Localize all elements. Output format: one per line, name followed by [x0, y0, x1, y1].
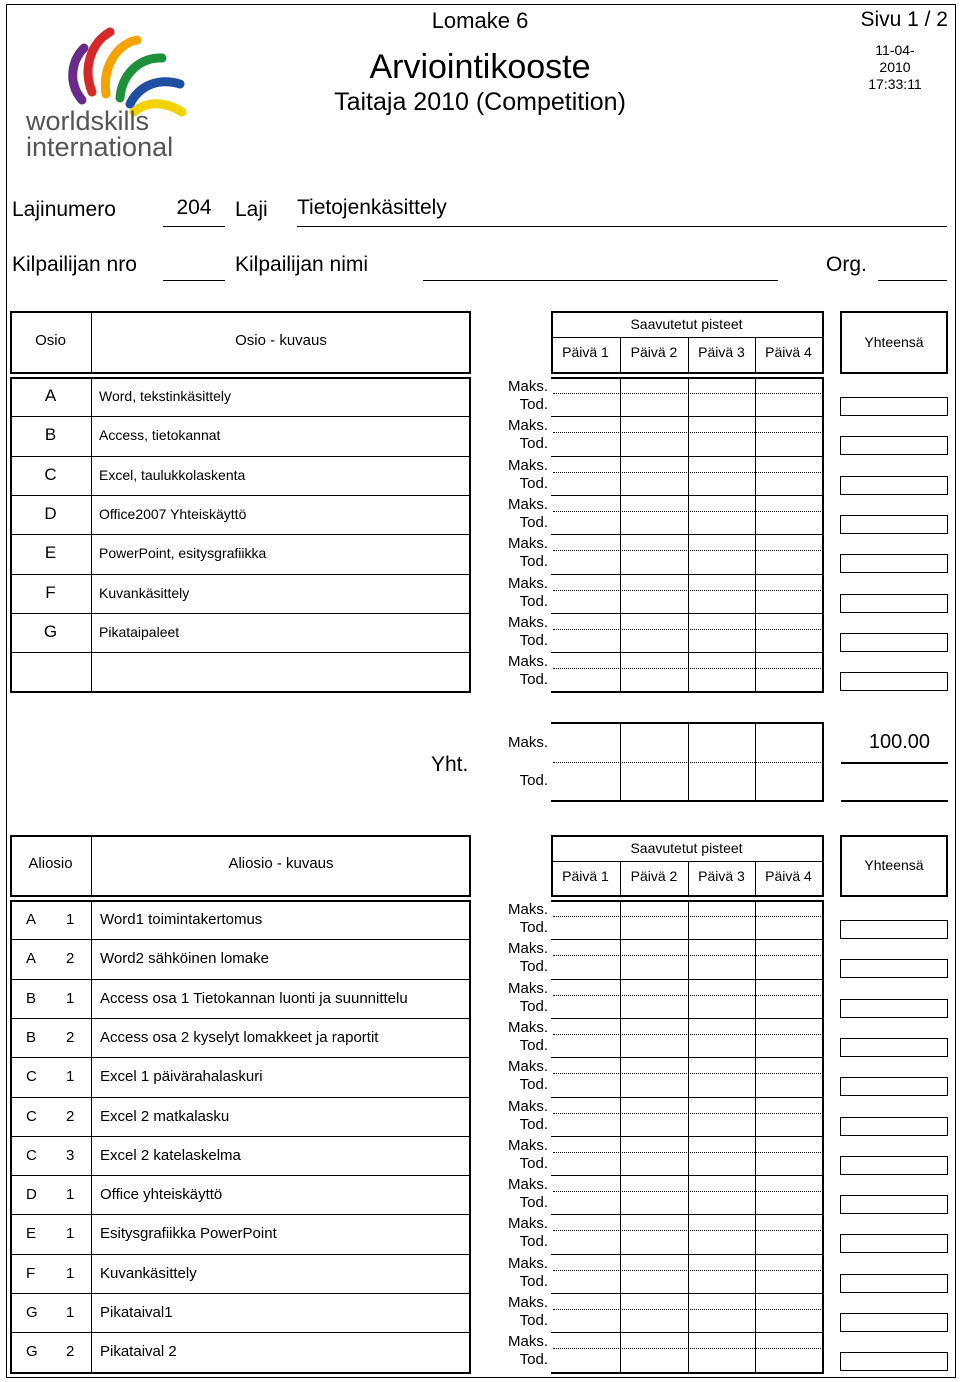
- maks-label: Maks.: [507, 378, 548, 395]
- kilpailija-nimi-label: Kilpailijan nimi: [235, 253, 369, 276]
- total-input[interactable]: [840, 1077, 948, 1096]
- maks-dotline: [553, 916, 821, 917]
- maks-label: Maks.: [507, 1294, 548, 1311]
- row-num: 2: [66, 1107, 75, 1125]
- maks-label: Maks.: [507, 1097, 548, 1115]
- laji-field[interactable]: Tietojenkäsittely: [297, 196, 947, 227]
- logo-text-2: international: [26, 132, 174, 162]
- total-input[interactable]: [840, 1156, 948, 1175]
- total-input[interactable]: [840, 1274, 948, 1293]
- row-desc: Pikataival1: [100, 1304, 173, 1321]
- maks-label: Maks.: [507, 1176, 548, 1194]
- section2-points-title: Saavutetut pisteet: [630, 840, 743, 856]
- row-code: D: [26, 1186, 37, 1204]
- divider: [551, 1214, 822, 1215]
- tod-label: Tod.: [519, 1036, 548, 1054]
- row-num: 1: [66, 1186, 75, 1204]
- row-num: 1: [66, 1304, 75, 1321]
- date: 11-04-2010: [875, 42, 915, 75]
- maks-dotline: [553, 590, 821, 591]
- maks-label: Maks.: [507, 495, 548, 513]
- row-code: A: [26, 911, 37, 928]
- tod-label: Tod.: [519, 671, 548, 689]
- tod-label: Tod.: [519, 1194, 548, 1212]
- row-desc: Pikataipaleet: [99, 623, 180, 640]
- tod-label: Tod.: [519, 1233, 548, 1251]
- divider: [551, 1332, 822, 1333]
- divider: [10, 1175, 471, 1176]
- divider: [551, 1018, 822, 1019]
- maks-dotline: [553, 472, 821, 473]
- maks-dotline: [553, 1270, 821, 1271]
- tod-label: Tod.: [519, 1115, 548, 1133]
- page-subtitle: Taitaja 2010 (Competition): [334, 88, 626, 116]
- divider: [10, 1214, 471, 1215]
- maks-dotline: [553, 1152, 821, 1153]
- maks-label: Maks.: [507, 574, 548, 592]
- divider: [10, 939, 471, 940]
- maks-label: Maks.: [507, 940, 548, 958]
- divider: [551, 456, 822, 457]
- total-input[interactable]: [840, 554, 948, 573]
- maks-dotline: [553, 1230, 821, 1231]
- divider: [551, 979, 822, 980]
- section1-col-kuvaus: Osio - kuvaus: [235, 331, 327, 349]
- tod-label: Tod.: [519, 553, 548, 571]
- row-desc: Excel 1 päivärahalaskuri: [100, 1068, 263, 1086]
- maks-label: Maks.: [507, 535, 548, 553]
- maks-label: Maks.: [507, 1058, 548, 1076]
- row-code: F: [45, 582, 56, 602]
- divider: [551, 1097, 822, 1098]
- section2-col-kuvaus: Aliosio - kuvaus: [228, 855, 334, 872]
- row-desc: Word, tekstinkäsittely: [99, 388, 232, 404]
- divider: [10, 456, 471, 457]
- row-desc: Excel, taulukkolaskenta: [99, 466, 246, 483]
- tod-label: Tod.: [519, 1312, 548, 1329]
- divider: [10, 1018, 471, 1019]
- row-desc: Pikataival 2: [100, 1343, 177, 1361]
- maks-dotline: [553, 1113, 821, 1114]
- maks-dotline: [553, 511, 821, 512]
- maks-dotline: [553, 955, 821, 956]
- row-code: B: [26, 1028, 37, 1046]
- row-num: 2: [66, 950, 75, 968]
- divider: [10, 416, 471, 417]
- row-desc: Access osa 2 kyselyt lomakkeet ja raportit: [100, 1028, 379, 1046]
- maks-label: Maks.: [507, 653, 548, 671]
- row-desc: Access, tietokannat: [99, 427, 221, 444]
- totals-dotline: [553, 762, 821, 763]
- totals-maks-label: Maks.: [507, 734, 548, 751]
- divider: [10, 613, 471, 614]
- row-desc: Office yhteiskäyttö: [100, 1186, 223, 1204]
- total-title: Yhteensä: [864, 333, 924, 350]
- total-input[interactable]: [840, 1234, 948, 1253]
- row-desc: Esitysgrafiikka PowerPoint: [100, 1225, 277, 1243]
- divider: [10, 534, 471, 535]
- divider: [551, 613, 822, 614]
- row-num: 1: [66, 911, 75, 928]
- divider: [10, 1254, 471, 1255]
- maks-label: Maks.: [507, 1254, 548, 1272]
- total-input[interactable]: [840, 1352, 948, 1371]
- total-input[interactable]: [840, 633, 948, 652]
- row-code: C: [26, 1107, 37, 1125]
- section1-points-title: Saavutetut pisteet: [630, 316, 743, 332]
- maks-dotline: [553, 393, 821, 394]
- tod-label: Tod.: [519, 1272, 548, 1290]
- maks-label: Maks.: [507, 1018, 548, 1036]
- maks-dotline: [553, 550, 821, 551]
- maks-label: Maks.: [507, 456, 548, 474]
- row-num: 2: [66, 1343, 75, 1361]
- day-header: Päivä 4: [765, 344, 812, 360]
- totals-tod-label: Tod.: [519, 772, 548, 789]
- tod-total-underline[interactable]: [841, 800, 948, 802]
- divider: [551, 534, 822, 535]
- row-code: A: [26, 950, 37, 968]
- divider: [10, 1136, 471, 1137]
- row-code: B: [26, 989, 37, 1007]
- divider: [551, 1254, 822, 1255]
- kilpailija-nro-field[interactable]: [163, 250, 225, 281]
- row-code: C: [26, 1146, 37, 1164]
- maks-label: Maks.: [507, 1333, 548, 1351]
- row-desc: Excel 2 matkalasku: [100, 1107, 230, 1125]
- day-header: Päivä 2: [630, 868, 678, 884]
- row-desc: Excel 2 katelaskelma: [100, 1146, 241, 1164]
- divider: [551, 337, 822, 338]
- page-title: Arviointikooste: [369, 48, 591, 86]
- total-input[interactable]: [840, 1313, 948, 1332]
- row-num: 1: [66, 1068, 75, 1086]
- org-field[interactable]: [878, 250, 947, 281]
- total-input[interactable]: [840, 999, 948, 1018]
- divider: [551, 495, 822, 496]
- total-input[interactable]: [840, 959, 948, 978]
- total-input[interactable]: [840, 1195, 948, 1214]
- max-total-value: 100.00: [868, 731, 930, 753]
- divider: [10, 1293, 471, 1294]
- yht-label: Yht.: [431, 753, 469, 776]
- row-code: C: [44, 464, 57, 484]
- row-num: 1: [66, 1225, 75, 1243]
- org-label: Org.: [826, 253, 867, 276]
- tod-label: Tod.: [519, 435, 548, 453]
- divider: [551, 1136, 822, 1137]
- row-num: 3: [66, 1146, 75, 1164]
- total-input[interactable]: [840, 515, 948, 534]
- max-total-underline: [841, 762, 948, 764]
- maks-dotline: [553, 1191, 821, 1192]
- form-number: Lomake 6: [431, 8, 529, 33]
- row-code: A: [44, 386, 57, 405]
- divider: [551, 1057, 822, 1058]
- section1-col-code: Osio: [35, 331, 66, 349]
- divider: [10, 1057, 471, 1058]
- total-input[interactable]: [840, 397, 948, 416]
- row-code: G: [26, 1343, 38, 1361]
- total-title: Yhteensä: [864, 857, 924, 873]
- day-header: Päivä 1: [562, 344, 609, 360]
- section2-body-left: [10, 900, 471, 1374]
- row-code: E: [26, 1225, 37, 1243]
- divider: [551, 574, 822, 575]
- row-desc: Access osa 1 Tietokannan luonti ja suunnittelu: [100, 989, 408, 1007]
- logo-text-1: worldskills: [26, 106, 150, 136]
- tod-label: Tod.: [519, 513, 548, 531]
- tod-label: Tod.: [519, 631, 548, 649]
- divider: [10, 495, 471, 496]
- section2-col-code: Aliosio: [28, 855, 73, 872]
- divider: [551, 416, 822, 417]
- row-desc: Kuvankäsittely: [100, 1264, 197, 1282]
- row-code: F: [26, 1264, 36, 1282]
- worldskills-logo-icon: [22, 22, 192, 164]
- tod-label: Tod.: [519, 997, 548, 1015]
- row-desc: Office2007 Yhteiskäyttö: [99, 505, 247, 522]
- worldskills-logo: [22, 22, 192, 164]
- row-code: G: [26, 1304, 38, 1321]
- tod-label: Tod.: [519, 958, 548, 976]
- total-input[interactable]: [840, 920, 948, 939]
- day-header: Päivä 3: [698, 344, 745, 360]
- timestamp: [860, 42, 930, 93]
- maks-dotline: [553, 1073, 821, 1074]
- row-code: E: [44, 543, 57, 563]
- tod-label: Tod.: [519, 1351, 548, 1369]
- row-desc: Kuvankäsittely: [99, 584, 190, 601]
- row-code: B: [44, 425, 57, 445]
- divider: [10, 979, 471, 980]
- divider: [551, 939, 822, 940]
- total-input[interactable]: [840, 436, 948, 455]
- total-input[interactable]: [840, 594, 948, 613]
- divider: [10, 1332, 471, 1333]
- kilpailija-nro-label: Kilpailijan nro: [12, 253, 137, 276]
- divider: [551, 861, 822, 862]
- laji-label: Laji: [235, 198, 268, 221]
- maks-dotline: [553, 668, 821, 669]
- total-input[interactable]: [840, 1117, 948, 1136]
- maks-label: Maks.: [507, 901, 548, 918]
- row-desc: Word2 sähköinen lomake: [100, 950, 269, 968]
- divider: [10, 574, 471, 575]
- day-header: Päivä 3: [698, 868, 745, 884]
- tod-label: Tod.: [519, 1154, 548, 1172]
- tod-label: Tod.: [519, 919, 548, 936]
- row-num: 2: [66, 1028, 75, 1046]
- divider: [10, 1097, 471, 1098]
- divider: [10, 652, 471, 653]
- lajinumero-label: Lajinumero: [12, 198, 116, 221]
- lajinumero-field[interactable]: 204: [163, 196, 225, 227]
- maks-label: Maks.: [507, 613, 548, 631]
- row-desc: Word1 toimintakertomus: [100, 911, 263, 928]
- row-code: C: [26, 1068, 37, 1086]
- time: 17:33:11: [868, 76, 922, 92]
- maks-dotline: [553, 1034, 821, 1035]
- total-input[interactable]: [840, 672, 948, 691]
- total-input[interactable]: [840, 476, 948, 495]
- row-num: 1: [66, 1264, 75, 1282]
- row-code: D: [44, 503, 57, 523]
- maks-label: Maks.: [507, 979, 548, 997]
- tod-label: Tod.: [519, 1076, 548, 1094]
- maks-label: Maks.: [507, 1136, 548, 1154]
- maks-dotline: [553, 432, 821, 433]
- tod-label: Tod.: [519, 474, 548, 492]
- maks-dotline: [553, 629, 821, 630]
- row-num: 1: [66, 989, 75, 1007]
- day-header: Päivä 2: [630, 344, 678, 360]
- day-header: Päivä 1: [562, 868, 609, 884]
- maks-dotline: [553, 1309, 821, 1310]
- day-header: Päivä 4: [765, 868, 812, 884]
- maks-dotline: [553, 1348, 821, 1349]
- kilpailija-nimi-field[interactable]: [423, 250, 778, 281]
- maks-label: Maks.: [507, 1215, 548, 1233]
- logo-stroke: [73, 48, 84, 100]
- row-code: G: [43, 621, 58, 641]
- tod-label: Tod.: [519, 592, 548, 610]
- tod-label: Tod.: [519, 396, 548, 413]
- divider: [551, 1293, 822, 1294]
- row-desc: PowerPoint, esitysgrafiikka: [99, 545, 267, 562]
- maks-dotline: [553, 995, 821, 996]
- total-input[interactable]: [840, 1038, 948, 1057]
- divider: [551, 1175, 822, 1176]
- maks-label: Maks.: [507, 417, 548, 435]
- divider: [551, 652, 822, 653]
- page-indicator: Sivu 1 / 2: [860, 8, 948, 31]
